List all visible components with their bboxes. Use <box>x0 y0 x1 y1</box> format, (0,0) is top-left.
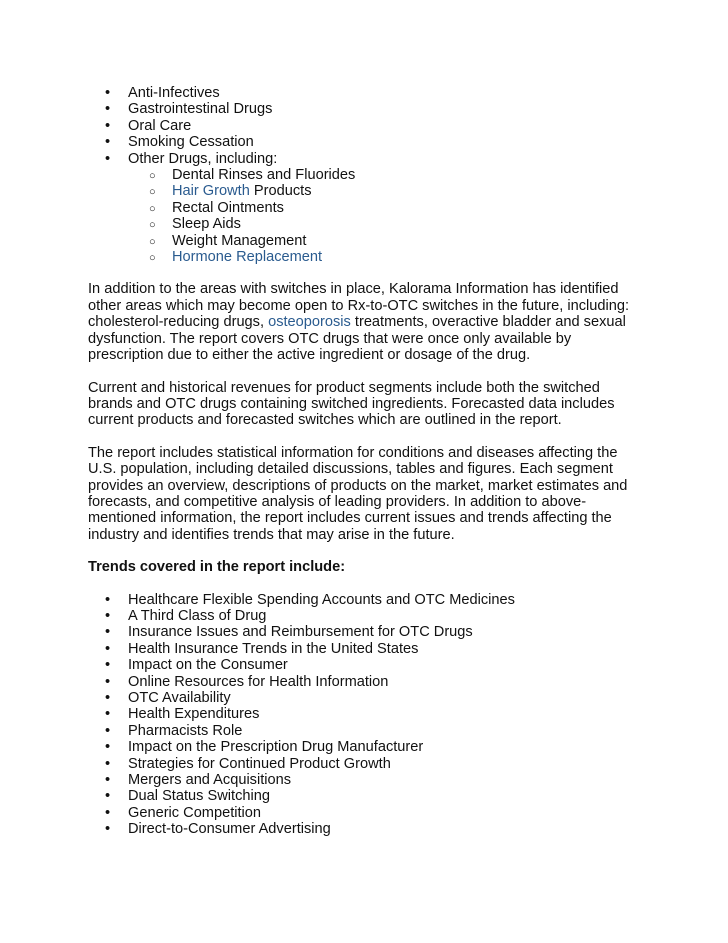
list-item: • Health Insurance Trends in the United States <box>105 640 419 657</box>
sub-list-item: ○ Sleep Aids <box>149 216 241 233</box>
sub-list-item: ○ Rectal Ointments <box>149 199 284 216</box>
paragraph-revenues: Current and historical revenues for product segments include both the switched brands and OTC drugs containing switched ingredients. Forecasted data includes current products and forecasted switches which are outlined in the report. <box>88 379 615 429</box>
list-item: • Oral Care <box>105 117 192 134</box>
bullet-icon: • <box>105 772 111 789</box>
bullet-icon: • <box>105 150 111 167</box>
bullet-icon: • <box>105 657 111 674</box>
circle-bullet-icon: ○ <box>149 202 156 215</box>
bullet-icon: • <box>105 788 111 805</box>
sub-list-item: ○ Weight Management <box>149 232 307 249</box>
bullet-icon: • <box>105 673 111 690</box>
bullet-icon: • <box>105 607 111 624</box>
bullet-icon: • <box>105 690 111 706</box>
bullet-icon: • <box>105 640 111 657</box>
trends-heading: Trends covered in the report include: <box>88 559 346 576</box>
list-item: • A Third Class of Drug <box>105 607 267 624</box>
bullet-icon: • <box>105 722 111 739</box>
bullet-icon: • <box>105 706 111 723</box>
bullet-icon: • <box>105 624 111 641</box>
bullet-icon: • <box>105 101 111 118</box>
circle-bullet-icon: ○ <box>149 219 156 232</box>
list-item: • Anti-Infectives <box>105 85 220 101</box>
list-item: • Online Resources for Health Information <box>105 673 389 690</box>
bullet-icon: • <box>105 134 111 151</box>
list-item: • Strategies for Continued Product Growth <box>105 755 391 772</box>
hair-growth-link[interactable]: Hair Growth <box>172 183 250 200</box>
sub-list-item <box>88 249 648 265</box>
sub-list-item: ○ Dental Rinses and Fluorides <box>149 167 356 184</box>
list-item: • Impact on the Consumer <box>105 657 288 674</box>
list-item: • Direct-to-Consumer Advertising <box>105 821 331 838</box>
document-page <box>88 85 648 838</box>
bullet-icon: • <box>105 591 111 608</box>
list-item: • Gastrointestinal Drugs <box>105 101 273 118</box>
bullet-icon: • <box>105 117 111 134</box>
list-item: • Dual Status Switching <box>105 788 270 805</box>
list-item: • Generic Competition <box>105 804 262 821</box>
list-item: • Mergers and Acquisitions <box>105 772 292 789</box>
other-drugs-sublist <box>88 167 648 265</box>
product-segments-list <box>88 85 648 167</box>
list-item: • Other Drugs, including: <box>105 150 278 167</box>
list-item: • Health Expenditures <box>105 706 260 723</box>
sub-list-item: ○ Hair Growth Products <box>149 183 312 200</box>
circle-bullet-icon: ○ <box>149 235 156 248</box>
paragraph-statistics: The report includes statistical information for conditions and diseases affecting the U.S. population, including detailed discussions, tables and figures. Each segment provides an overview, descriptions of products on the market, market estimates and forecasts, and competitive analysis of leading providers. In addition to above-mentioned information, the report includes current issues and trends affecting the industry and identifies trends that may arise in the future. <box>88 444 628 543</box>
paragraph-future-switches: In addition to the areas with switches in place, Kalorama Information has identified other areas which may become open to Rx-to-OTC switches in the future, including: cholesterol-reducing drugs, osteoporosis treatments, overactive bladder and sexual dysfunction. The report covers OTC drugs that were once only available by prescription due to either the active ingredient or dosage of the drug. <box>88 281 630 364</box>
bullet-icon: • <box>105 821 111 838</box>
list-item: • Healthcare Flexible Spending Accounts and OTC Medicines <box>105 591 515 608</box>
hormone-replacement-link[interactable]: Hormone Replacement <box>172 249 323 266</box>
bullet-icon: • <box>105 85 111 101</box>
circle-bullet-icon: ○ <box>149 170 156 183</box>
list-item: • Pharmacists Role <box>105 722 243 739</box>
bullet-icon: • <box>105 804 111 821</box>
list-item: • Smoking Cessation <box>105 134 254 151</box>
list-item: • Impact on the Prescription Drug Manufacturer <box>105 739 424 756</box>
list-item: • OTC Availability <box>105 690 231 706</box>
circle-bullet-icon: ○ <box>149 252 156 265</box>
circle-bullet-icon: ○ <box>149 186 156 199</box>
osteoporosis-link[interactable]: osteoporosis <box>268 314 351 331</box>
trends-list <box>88 592 648 838</box>
bullet-icon: • <box>105 755 111 772</box>
list-item: • Insurance Issues and Reimbursement for OTC Drugs <box>105 624 473 641</box>
bullet-icon: • <box>105 739 111 756</box>
